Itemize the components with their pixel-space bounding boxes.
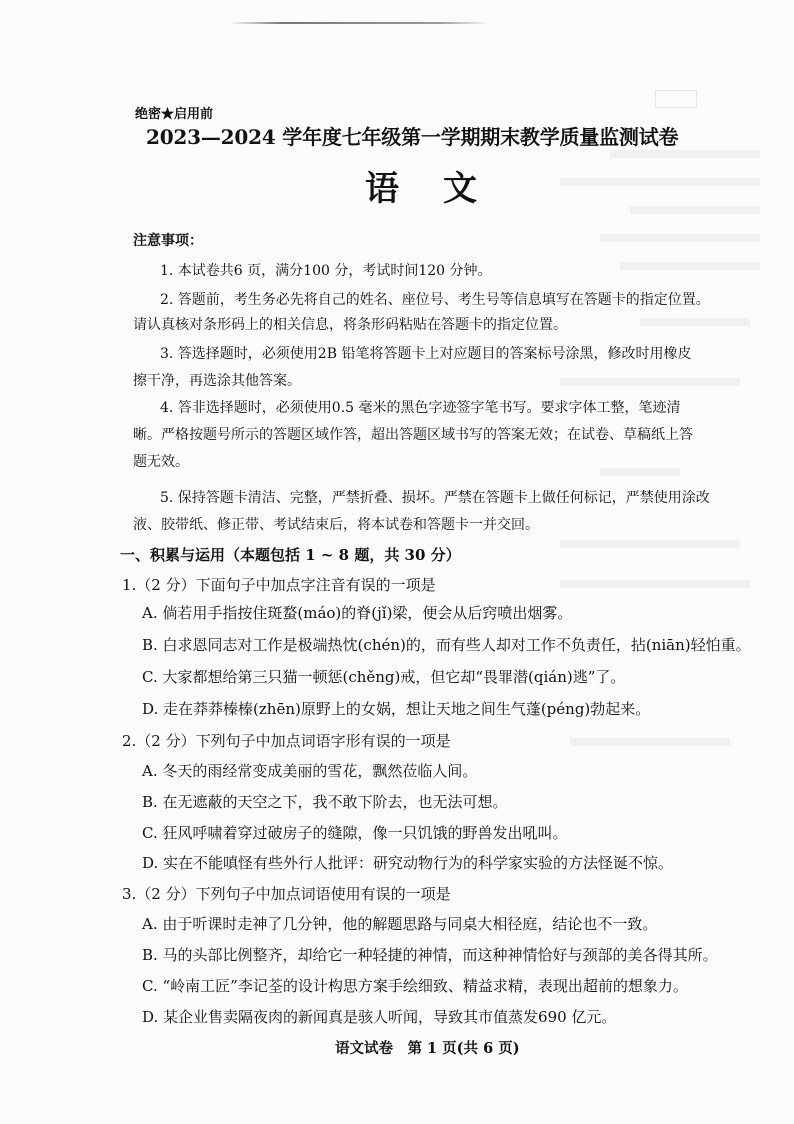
question-3-option-c: C. “岭南工匠”李记荃的设计构思方案手绘细致、精益求精，表现出超前的想象力。 (142, 977, 688, 995)
confidential-label: 绝密★启用前 (135, 107, 214, 122)
question-3-option-d: D. 某企业售卖隔夜肉的新闻真是骇人听闻，导致其市值蒸发690 亿元。 (142, 1008, 617, 1026)
question-3-option-b: B. 马的头部比例整齐，却给它一种轻捷的神情，而这种神情恰好与颈部的美各得其所。 (142, 946, 718, 964)
question-3-option-a: A. 由于听课时走神了几分钟，他的解题思路与同桌大相径庭，结论也不一致。 (142, 915, 658, 933)
note-2-line-2: 请认真核对条形码上的相关信息，将条形码粘贴在答题卡的指定位置。 (133, 317, 567, 333)
notes-heading: 注意事项： (133, 233, 203, 249)
page-footer: 语文试卷 第 1 页(共 6 页) (335, 1040, 520, 1057)
question-1-option-a: A. 倘若用手指按住斑蝥(máo)的脊(jǐ)梁，便会从后窍喷出烟雾。 (142, 604, 573, 622)
question-1-option-b: B. 白求恩同志对工作是极端热忱(chén)的，而有些人却对工作不负责任，拈(niān)轻怕重。 (142, 636, 751, 654)
question-2-option-c: C. 狂风呼啸着穿过破房子的缝隙，像一只饥饿的野兽发出吼叫。 (142, 824, 568, 842)
question-1-option-d: D. 走在莽莽榛榛(zhēn)原野上的女娲，想让天地之间生气蓬(péng)勃起来。 (142, 700, 651, 718)
note-3-line-1: 3. 答选择题时，必须使用2B 铅笔将答题卡上对应题目的答案标号涂黑，修改时用橡皮 (160, 346, 692, 362)
scan-top-line (230, 22, 490, 24)
question-3-stem: 3.（2 分）下列句子中加点词语使用有误的一项是 (122, 885, 451, 903)
note-2-line-1: 2. 答题前，考生务必先将自己的姓名、座位号、考生号等信息填写在答题卡的指定位置。 (160, 292, 710, 308)
question-1-stem: 1.（2 分）下面句子中加点字注音有误的一项是 (122, 576, 436, 594)
question-2-option-b: B. 在无遮蔽的天空之下，我不敢下阶去，也无法可想。 (142, 793, 508, 811)
note-4-line-1: 4. 答非选择题时，必须使用0.5 毫米的黑色字迹签字笔书写。要求字体工整，笔迹清 (160, 400, 681, 416)
question-1-option-c: C. 大家都想给第三只猫一顿惩(chěng)戒，但它却“畏罪潜(qián)逃”了。 (142, 668, 626, 686)
section-heading: 一、积累与运用（本题包括 1 ~ 8 题，共 30 分） (120, 546, 461, 564)
subject-title: 语文 (365, 169, 521, 209)
note-5-line-1: 5. 保持答题卡清洁、完整，严禁折叠、损坏。严禁在答题卡上做任何标记，严禁使用涂改 (160, 490, 710, 506)
question-2-option-a: A. 冬天的雨经常变成美丽的雪花，飘然莅临人间。 (142, 762, 478, 780)
note-4-line-2: 晰。严格按题号所示的答题区域作答，超出答题区域书写的答案无效；在试卷、草稿纸上答 (133, 427, 693, 443)
note-3-line-2: 擦干净，再选涂其他答案。 (133, 373, 301, 389)
scan-corner-mark (655, 90, 697, 108)
exam-title: 2023—2024 学年度七年级第一学期期末教学质量监测试卷 (146, 125, 679, 149)
note-1-line-1: 1. 本试卷共6 页，满分100 分，考试时间120 分钟。 (160, 263, 492, 279)
question-2-stem: 2.（2 分）下列句子中加点词语字形有误的一项是 (122, 732, 451, 750)
question-2-option-d: D. 实在不能嗔怪有些外行人批评：研究动物行为的科学家实验的方法怪诞不惊。 (142, 854, 674, 872)
note-5-line-2: 液、胶带纸、修正带、考试结束后，将本试卷和答题卡一并交回。 (133, 517, 539, 533)
note-4-line-3: 题无效。 (133, 454, 189, 470)
